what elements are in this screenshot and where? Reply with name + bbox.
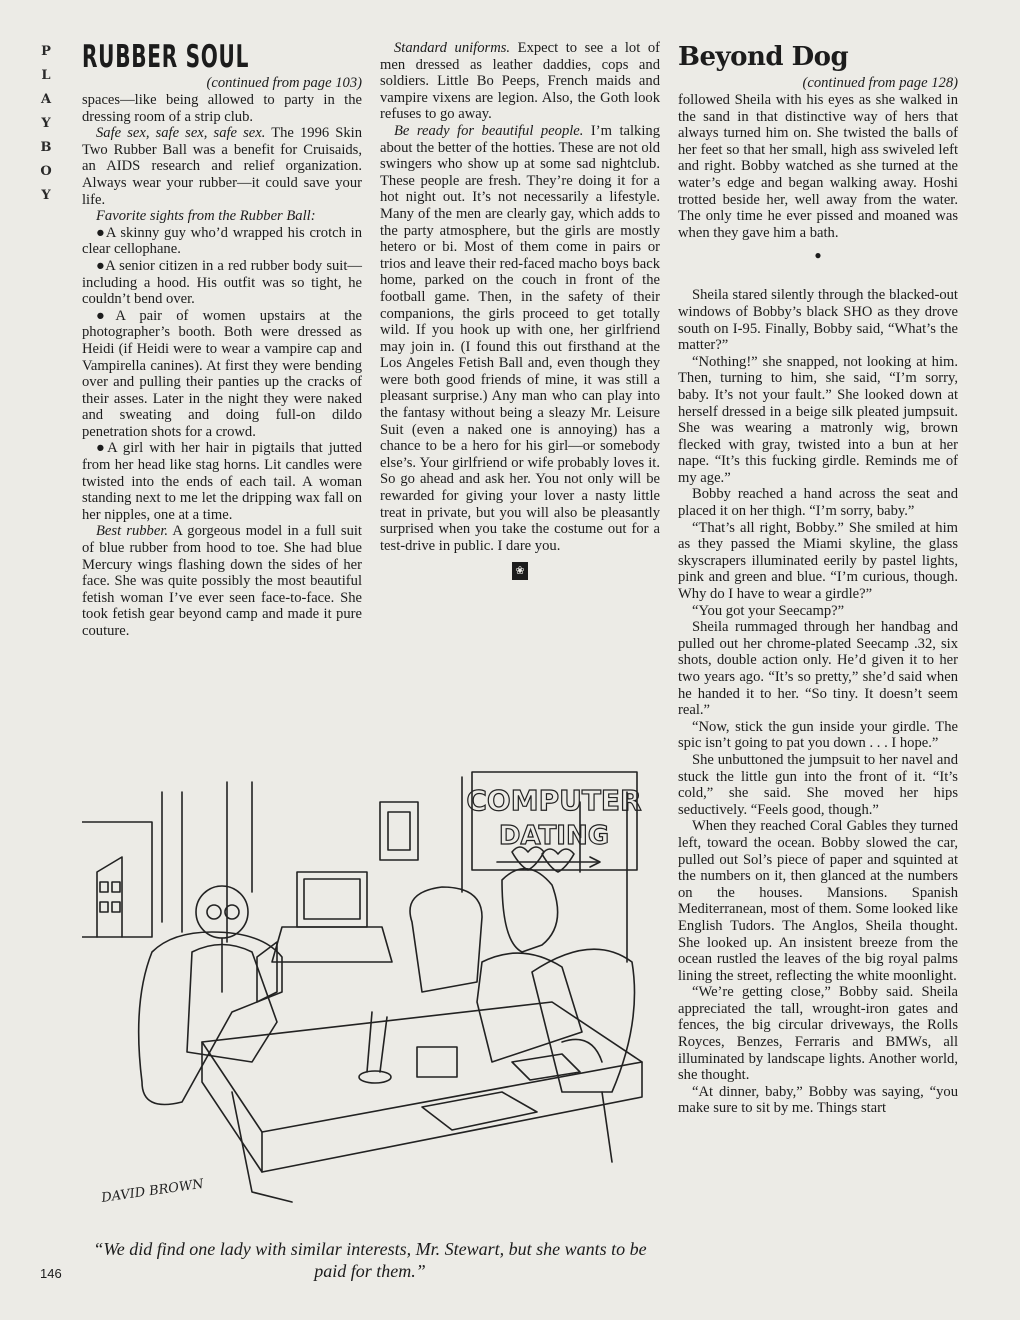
paragraph [82,523,362,639]
paragraph: “You got your Seecamp?” [692,602,845,619]
section-break-dot: ● [814,248,822,263]
paragraph: Bobby reached a hand across the seat and placed it on her thigh. “I’m sorry, baby.” [678,486,958,520]
paragraph: spaces—like being allowed to party in the dressing room of a strip club. [82,92,362,125]
masthead-letter: B [40,140,52,155]
paragraph: When they reached Coral Gables they turned left, toward the ocean. Bobby slowed the car, pulled out Sol’s piece of paper and squinted at the numbers on it, then glanced at the numbers on the houses. Mansions. Spanish Mediterranean, most of them. Some looked like English Tudors. The Anglos, Sheila thought. She looked up. An insistent breeze from the ocean rustled the leaves of the big royal palms lining the street, reflecting the white moonlight. [678,818,958,984]
paragraph [82,208,362,225]
paragraph: “That’s all right, Bobby.” She smiled at him as they passed the Miami skyline, the glass skyscrapers illuminated eerily by pastel lights, pink and green and blue. “I’m curious, though. Why do I have to wear a girdle?” [678,519,958,603]
rabbit-head-icon: ❀ [512,562,528,580]
masthead [35,40,57,208]
paragraph-text: A gorgeous model in a full suit of blue rubber from hood to toe. She had blue Mercury wings flashing down the sides of her face. She was quite possibly the most beautiful fetish woman I’ve ever seen face-to-face. She took fetish gear beyond camp and made it pure couture. [82,523,362,639]
cartoon-illustration [82,762,658,1232]
run-in-head: Favorite sights from the Rubber Ball: [96,208,316,225]
paragraph [82,125,362,208]
artist-signature: DAVID BROWN [100,1176,205,1206]
paragraph-text: Expect to see a lot of men dressed as leather daddies, cops and soldiers. Little Bo Peeps, French maids and vampire vixens are legion. Also, the Goth look refuses to go away. [380,40,661,123]
paragraph: “We’re getting close,” Bobby said. Sheila appreciated the tall, wrought-iron gates and fences, the big circular driveways, the Rolls Royces, Benzes, Ferraris and BMWs, all illuminated by landscape lights. Another world, she thought. [678,984,958,1084]
bullet-item: ●A girl with her hair in pigtails that jutted from her head like stag horns. Lit candles were twisted into the ends of each tail. A woman standing next to me let the dripping wax fall on her nipples, one at a time. [82,440,362,523]
masthead-letter: P [41,44,51,59]
masthead-letter: A [40,92,52,107]
paragraph [380,40,660,123]
article-title-rubber-soul: RUBBER SOUL [82,39,250,75]
paragraph-text: The 1996 Skin Two Rubber Ball was a benefit for Cruisaids, an AIDS research and relief organization. Always wear your rubber—it could save your life. [82,125,363,208]
masthead-letter: O [40,164,52,179]
paragraph: “Nothing!” she snapped, not looking at him. Then, turning to him, she said, “I’m sorry, baby. It’s not your fault.” She looked down at herself dressed in a beige silk pleated jumpsuit. She was wearing a matronly wig, brown flecked with gray, twisted into a bun at her nape. “It’s this fucking girdle. Reminds me of my age.” [678,353,958,486]
masthead-letter: L [41,68,51,83]
cartoon-caption: “We did find one lady with similar interests, Mr. Stewart, but she wants to be paid for them.” [93,1239,647,1281]
paragraph: “Now, stick the gun inside your girdle. The spic isn’t going to pat you down . . . I hope.” [678,718,958,752]
run-in-head: Be ready for beautiful people. [394,122,584,139]
run-in-head: Best rubber. [96,523,169,540]
article-title-beyond-dog: Beyond Dog [678,42,849,72]
paragraph: followed Sheila with his eyes as she walked in the sand in that distinctive way of hers that always turned him on. She twisted the balls of her feet so that her small, high ass swiveled left and right. Bobby watched as she turned at the water’s edge and began walking away. Hoshi trotted beside her, well away from the water. The only time he ever pissed and moaned was when they gave him a bath. [678,92,958,241]
run-in-head: Safe sex, safe sex, safe sex. [96,125,266,142]
column-3 [678,40,958,1117]
sign-text-dating: DATING [498,821,610,851]
paragraph: Sheila rummaged through her handbag and pulled out her chrome-plated Seecamp .32, six shots, double action only. He’d given it to her two years ago. “It’s so pretty,” she’d said when he handed it to her. “So tiny. It doesn’t seem real.” [678,619,958,719]
continued-line: (continued from page 128) [802,75,958,91]
run-in-head: Standard uniforms. [394,40,511,56]
paragraph: “At dinner, baby,” Bobby was saying, “you make sure to sit by me. Things start [678,1083,958,1117]
masthead-letter: Y [41,188,51,203]
page-number: 146 [40,1266,62,1281]
continued-line: (continued from page 103) [206,75,362,91]
bullet-item: ●A pair of women upstairs at the photographer’s booth. Both were dressed as Heidi (if Heidi were to wear a vampire cap and Vampirella canines). At first they were bending over and pulling their panties up the cracks of their asses. Later in the night they were naked and sweating and doing full-on dildo penetration shots for a crowd. [82,307,362,440]
column-2 [380,40,660,580]
bullet-item: ●A senior citizen in a red rubber body suit—including a hood. His outfit was so tight, he couldn’t bend over. [82,257,362,308]
paragraph: Sheila stared silently through the blacked-out windows of Bobby’s black SHO as they drove south on I-95. Finally, Bobby said, “What’s the matter?” [678,287,958,354]
sign-text-computer: COMPUTER [466,784,642,817]
column-1 [82,40,362,640]
paragraph: She unbuttoned the jumpsuit to her navel and stuck the little gun into the front of it. “It’s cold,” she said. She moved her hips seductively. “Feels good, though.” [678,751,958,818]
end-mark [380,562,660,580]
bullet-item: ●A skinny guy who’d wrapped his crotch in clear cellophane. [82,224,362,258]
paragraph [380,123,660,554]
masthead-letter: Y [41,116,51,131]
paragraph-text: I’m talking about the better of the hotties. These are not old swingers who show up at some sad nightclub. These people are fresh. They’re doing it for a hot night out. It’s not necessarily a lifestyle. Many of the men are clearly gay, which adds to the party atmosphere, but the girls are mostly hetero or bi. Most of them come in pairs or trios and leave their red-faced macho boys back home, parked on the couch in front of the football game. Then, in the safety of their companions, the girls proceed to get totally wild. If you hook up with one, her girlfriend may join in. (I found this out firsthand at the Los Angeles Fetish Ball and, even though they were both good friends of mine, it was still a pleasant surprise.) Any man who can play into the fantasy without being a sleazy Mr. Leisure Suit (even a naked one is annoying) has a chance to be a hero for his girl—or somebody else’s. Your girlfriend or wife probably loves it. So go ahead and ask her. You not only will be rewarded for giving your lover a nasty little treat in private, but you will also be pleasantly surprised when you take the costume out for a test-drive in public. I dare you. [380,122,660,554]
